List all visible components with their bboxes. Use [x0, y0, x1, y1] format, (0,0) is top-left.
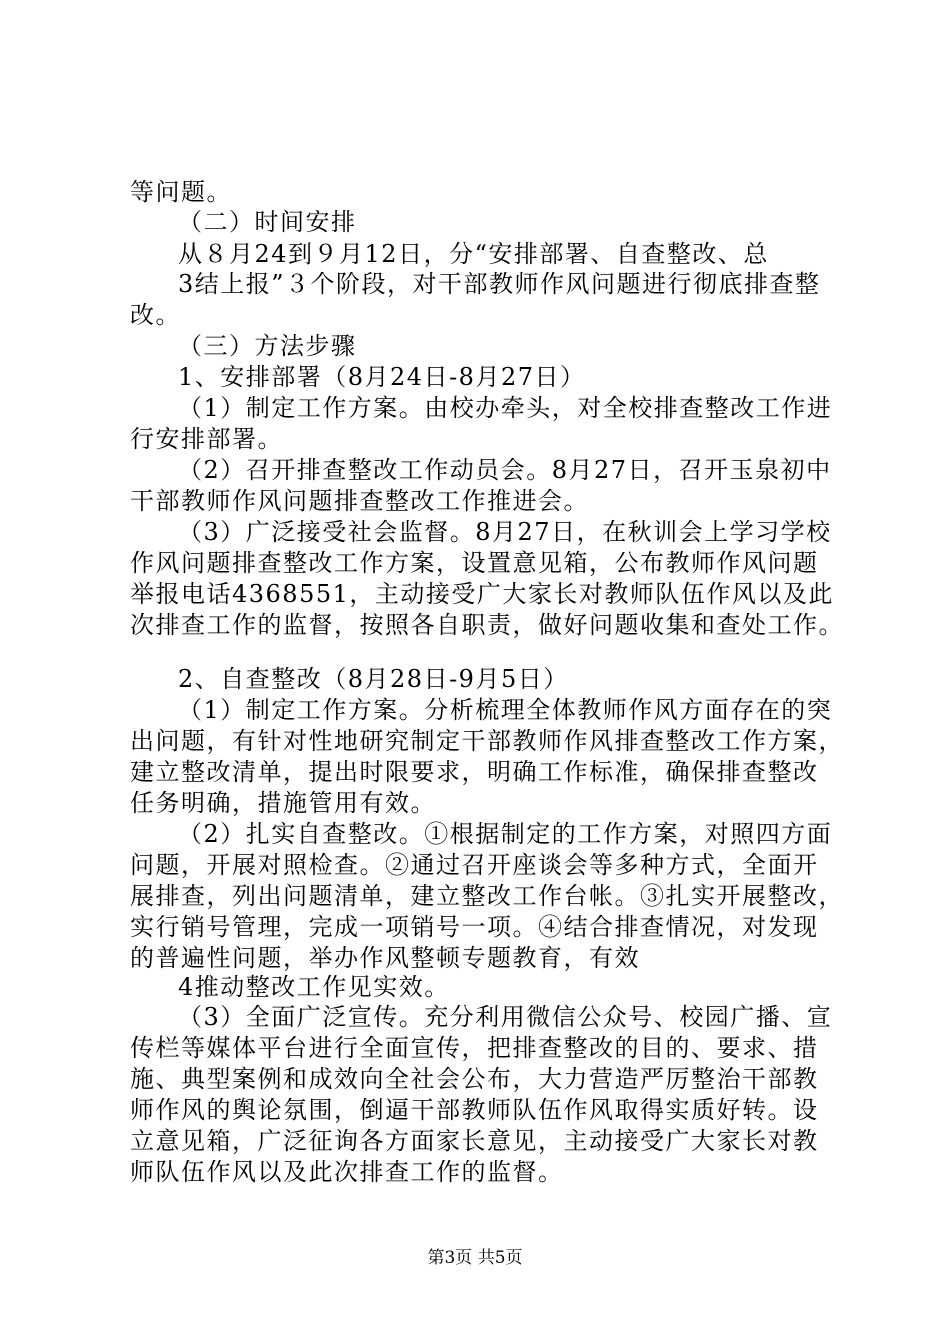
text-line: 的普遍性问题，举办作风整顿专题教育，有效 [130, 944, 640, 972]
text-line: （2）召开排查整改工作动员会。8月27日，召开玉泉初中 [178, 456, 832, 484]
text-line: 传栏等媒体平台进行全面宣传，把排查整改的目的、要求、措 [130, 1034, 819, 1062]
subsection-heading: 1、安排部署（8月24日-8月27日） [178, 363, 586, 391]
text-line: 师作风的舆论氛围，倒逼干部教师队伍作风取得实质好转。设 [130, 1096, 819, 1124]
text-line: （3）全面广泛宣传。充分利用微信公众号、校园广播、宣 [178, 1003, 833, 1031]
text-line: （1）制定工作方案。分析梳理全体教师作风方面存在的突 [178, 696, 833, 724]
text-line: 立意见箱，广泛征询各方面家长意见，主动接受广大家长对教 [130, 1127, 819, 1155]
text-line: 行安排部署。 [130, 425, 283, 453]
text-line: 改。 [130, 301, 181, 329]
section-heading: （二）时间安排 [178, 208, 357, 236]
text-line: （3）广泛接受社会监督。8月27日，在秋训会上学习学校 [178, 518, 832, 546]
page-number-footer: 第3页 共5页 [427, 1248, 523, 1268]
text-line: 举报电话4368551，主动接受广大家长对教师队伍作风以及此 [130, 580, 834, 608]
text-line: 4推动整改工作见实效。 [178, 973, 450, 1001]
text-line: 干部教师作风问题排查整改工作推进会。 [130, 487, 589, 515]
section-heading: （三）方法步骤 [178, 332, 357, 360]
text-line: 出问题，有针对性地研究制定干部教师作风排查整改工作方案， [130, 727, 844, 755]
subsection-heading: 2、自查整改（8月28日-9月5日） [178, 665, 569, 693]
text-line: 施、典型案例和成效向全社会公布，大力营造严厉整治干部教 [130, 1065, 819, 1093]
text-line: 3结上报”３个阶段，对干部教师作风问题进行彻底排查整 [178, 270, 821, 298]
text-line: 从８月24到９月12日，分“安排部署、自查整改、总 [178, 240, 769, 268]
text-line: 建立整改清单，提出时限要求，明确工作标准，确保排查整改 [130, 758, 819, 786]
text-line: （2）扎实自查整改。①根据制定的工作方案，对照四方面 [178, 820, 833, 848]
text-line: 问题，开展对照检查。②通过召开座谈会等多种方式，全面开 [130, 851, 819, 879]
text-line: 作风问题排查整改工作方案，设置意见箱，公布教师作风问题 [130, 549, 819, 577]
text-line: （1）制定工作方案。由校办牵头，对全校排查整改工作进 [178, 394, 833, 422]
text-line: 实行销号管理，完成一项销号一项。④结合排查情况，对发现 [130, 913, 819, 941]
text-line: 等问题。 [130, 178, 232, 206]
text-line: 任务明确，措施管用有效。 [130, 789, 436, 817]
text-line: 师队伍作风以及此次排查工作的监督。 [130, 1158, 564, 1186]
text-line: 展排查，列出问题清单，建立整改工作台帐。③扎实开展整改， [130, 882, 844, 910]
text-line: 次排查工作的监督，按照各自职责，做好问题收集和查处工作。 [130, 611, 844, 639]
